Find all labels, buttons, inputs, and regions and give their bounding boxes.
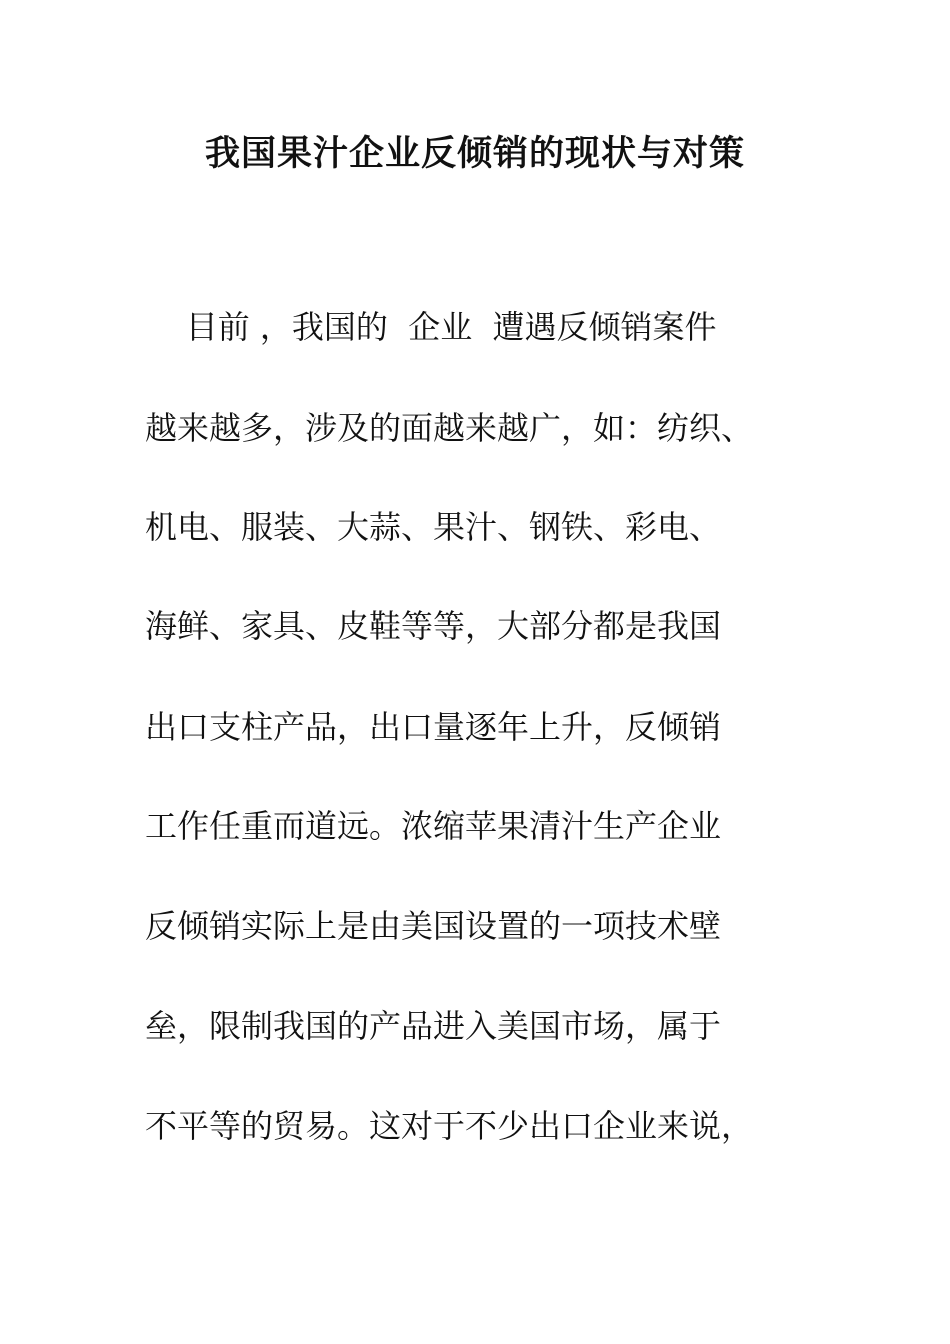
paragraph-line: 越来越多，涉及的面越来越广，如：纺织、	[145, 409, 754, 447]
paragraph-line: 工作任重而道远。浓缩苹果清汁生产企业	[145, 807, 722, 845]
paragraph-line: 反倾销实际上是由美国设置的一项技术壁	[145, 907, 722, 945]
document-title: 我国果汁企业反倾销的现状与对策	[204, 133, 745, 174]
paragraph-line: 海鲜、家具、皮鞋等等，大部分都是我国	[145, 607, 722, 645]
paragraph-line: 目前 ，我国的 企业 遭遇反倾销案件	[145, 308, 717, 346]
paragraph-line: 出口支柱产品，出口量逐年上升，反倾销	[145, 708, 722, 746]
paragraph-line: 机电、服装、大蒜、果汁、钢铁、彩电、	[145, 508, 722, 546]
paragraph-line: 不平等的贸易。这对于不少出口企业来说，	[145, 1107, 754, 1145]
paragraph-line: 垒，限制我国的产品进入美国市场，属于	[145, 1007, 722, 1045]
